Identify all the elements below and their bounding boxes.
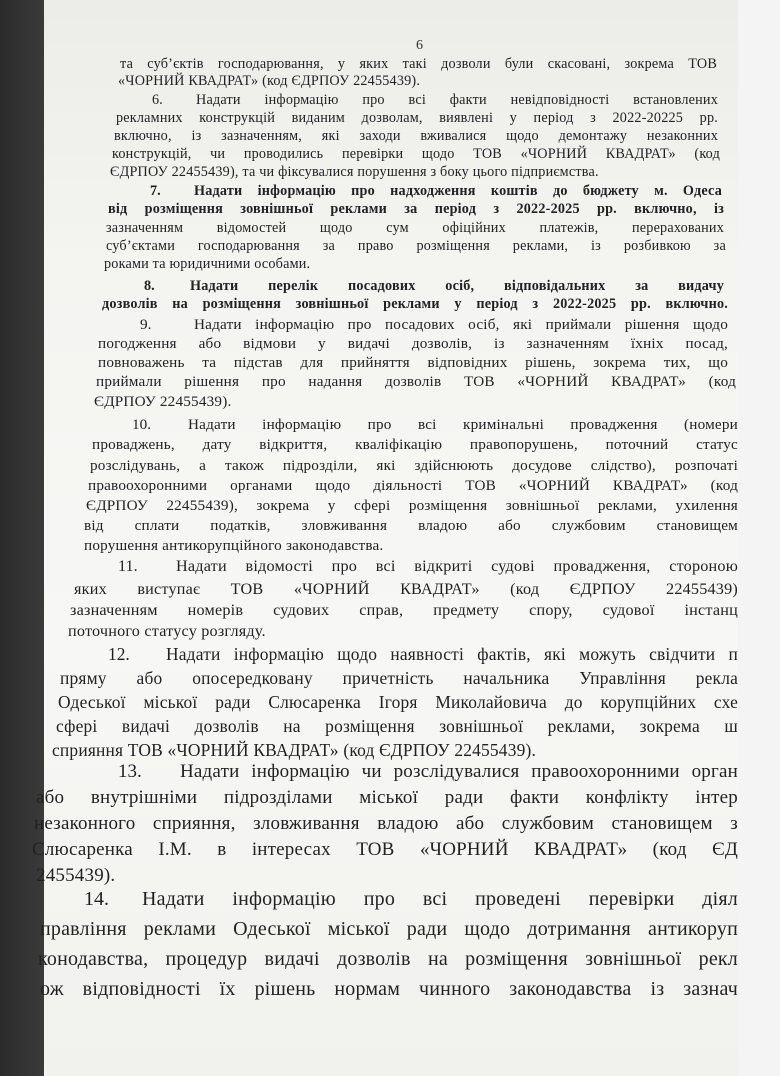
item-number: 8. — [144, 278, 155, 294]
item-number: 12. — [108, 644, 130, 664]
text-line: проваджень, дату відкриття, кваліфікацію правопорушень, поточний статус — [92, 436, 738, 453]
text-line: включно, із зазначенням, які заходи вживалися щодо демонтажу незаконних — [114, 128, 718, 144]
text-line: приймали рішення про надання дозволів ТОВ «ЧОРНИЙ КВАДРАТ» (код — [96, 373, 736, 390]
text-line: Надати інформацію чи розслідувалися правоохоронними орган — [180, 761, 738, 782]
text-line: суб’єктами господарювання за право розміщення реклами, із розбивкою за — [106, 238, 726, 254]
item-number: 10. — [132, 416, 151, 433]
text-line: правоохоронними органами щодо діяльності ТОВ «ЧОРНИЙ КВАДРАТ» (код — [88, 477, 738, 494]
text-line: конодавства, процедур видачі дозволів на розміщення зовнішньої рекл — [38, 948, 738, 970]
item-number: 11. — [118, 557, 138, 575]
text-line: Одеської міської ради Слюсаренка Ігоря Миколайовича до корупційних схе — [58, 692, 738, 712]
text-line: ЄДРПОУ 22455439). — [94, 393, 232, 410]
text-line: Надати інформацію щодо наявності фактів, які можуть свідчити п — [166, 644, 738, 664]
text-line: 2455439). — [36, 865, 116, 886]
text-line: ЄДРПОУ 22455439), зокрема у сфері розміщення зовнішньої реклами, ухилення — [86, 497, 738, 514]
document-page — [32, 0, 738, 1076]
text-line: ож відповідності їх рішень нормам чинного законодавства із зазнач — [40, 978, 738, 1000]
text-line: Надати інформацію про всі проведені перевірки діял — [142, 888, 738, 910]
text-line: дозволів на розміщення зовнішньої реклами у період з 2022-2025 рр. включно. — [102, 296, 728, 312]
text-line: правління реклами Одеської міської ради щодо дотримання антикоруп — [40, 918, 738, 940]
item-number: 7. — [150, 183, 161, 199]
text-line: від сплати податків, зловживання владою або службовим становищем — [84, 517, 738, 534]
text-line: роками та юридичними особами. — [104, 256, 311, 272]
text-line: пряму або опосередковану причетність начальника Управління рекла — [60, 668, 738, 688]
text-line: порушення антикорупційного законодавства. — [84, 537, 384, 554]
item-number: 9. — [140, 316, 152, 333]
text-line: сприяння ТОВ «ЧОРНИЙ КВАДРАТ» (код ЄДРПОУ 22455439). — [52, 740, 537, 760]
item-number: 6. — [152, 92, 163, 108]
text-line: від розміщення зовнішньої реклами за період з 2022-2025 рр. включно, із — [108, 201, 724, 217]
text-line: Надати інформацію про надходження коштів до бюджету м. Одеса — [194, 183, 722, 199]
text-line: та суб’єктів господарювання, у яких такі дозволи були скасовані, зокрема ТОВ — [120, 56, 717, 72]
text-line: Надати інформацію про всі кримінальні провадження (номери — [188, 416, 738, 433]
text-line: конструкцій, чи проводились перевірки щодо ТОВ «ЧОРНИЙ КВАДРАТ» (код — [112, 146, 720, 162]
text-line: «ЧОРНИЙ КВАДРАТ» (код ЄДРПОУ 22455439). — [118, 73, 421, 89]
text-line: сфері видачі дозволів на розміщення зовнішньої реклами, зокрема ш — [56, 716, 738, 736]
page-number: 6 — [416, 38, 423, 53]
text-line: розслідувань, а також підрозділи, які здійснюють досудове слідство), розпочаті — [90, 457, 738, 474]
text-line: погодження або відмови у видачі дозволів, із зазначенням їхніх посад, — [98, 335, 728, 352]
item-number: 14. — [84, 888, 109, 910]
text-line: або внутрішніми підрозділами міської ради факти конфлікту інтер — [36, 787, 738, 808]
text-line: Надати відомості про всі відкриті судові провадження, стороною — [176, 557, 738, 575]
text-line: яких виступає ТОВ «ЧОРНИЙ КВАДРАТ» (код ЄДРПОУ 22455439) — [74, 580, 738, 598]
text-line: Слюсаренка І.М. в інтересах ТОВ «ЧОРНИЙ КВАДРАТ» (код ЄД — [32, 839, 738, 860]
text-line: поточного статусу розгляду. — [68, 622, 266, 640]
text-line: Надати інформацію про посадових осіб, які приймали рішення щодо — [194, 316, 728, 333]
text-line: Надати інформацію про всі факти невідповідності встановлених — [196, 92, 718, 108]
text-line: Надати перелік посадових осіб, відповідальних за видачу — [190, 278, 724, 294]
text-line: ЄДРПОУ 22455439), та чи фіксувалися порушення з боку цього підприємства. — [110, 164, 599, 180]
text-line: зазначенням номерів судових справ, предмету спору, судової інстанц — [70, 601, 738, 619]
text-line: повноважень та підстав для прийняття відповідних рішень, зокрема тих, що — [98, 354, 728, 371]
text-line: незаконного сприяння, зловживання владою або службовим становищем з — [34, 813, 738, 834]
text-line: зазначенням відомостей щодо сум офіційних платежів, перерахованих — [106, 220, 724, 236]
text-line: рекламних конструкцій виданим дозволам, виявлені у період з 2022-20225 рр. — [116, 110, 718, 126]
item-number: 13. — [118, 761, 142, 782]
